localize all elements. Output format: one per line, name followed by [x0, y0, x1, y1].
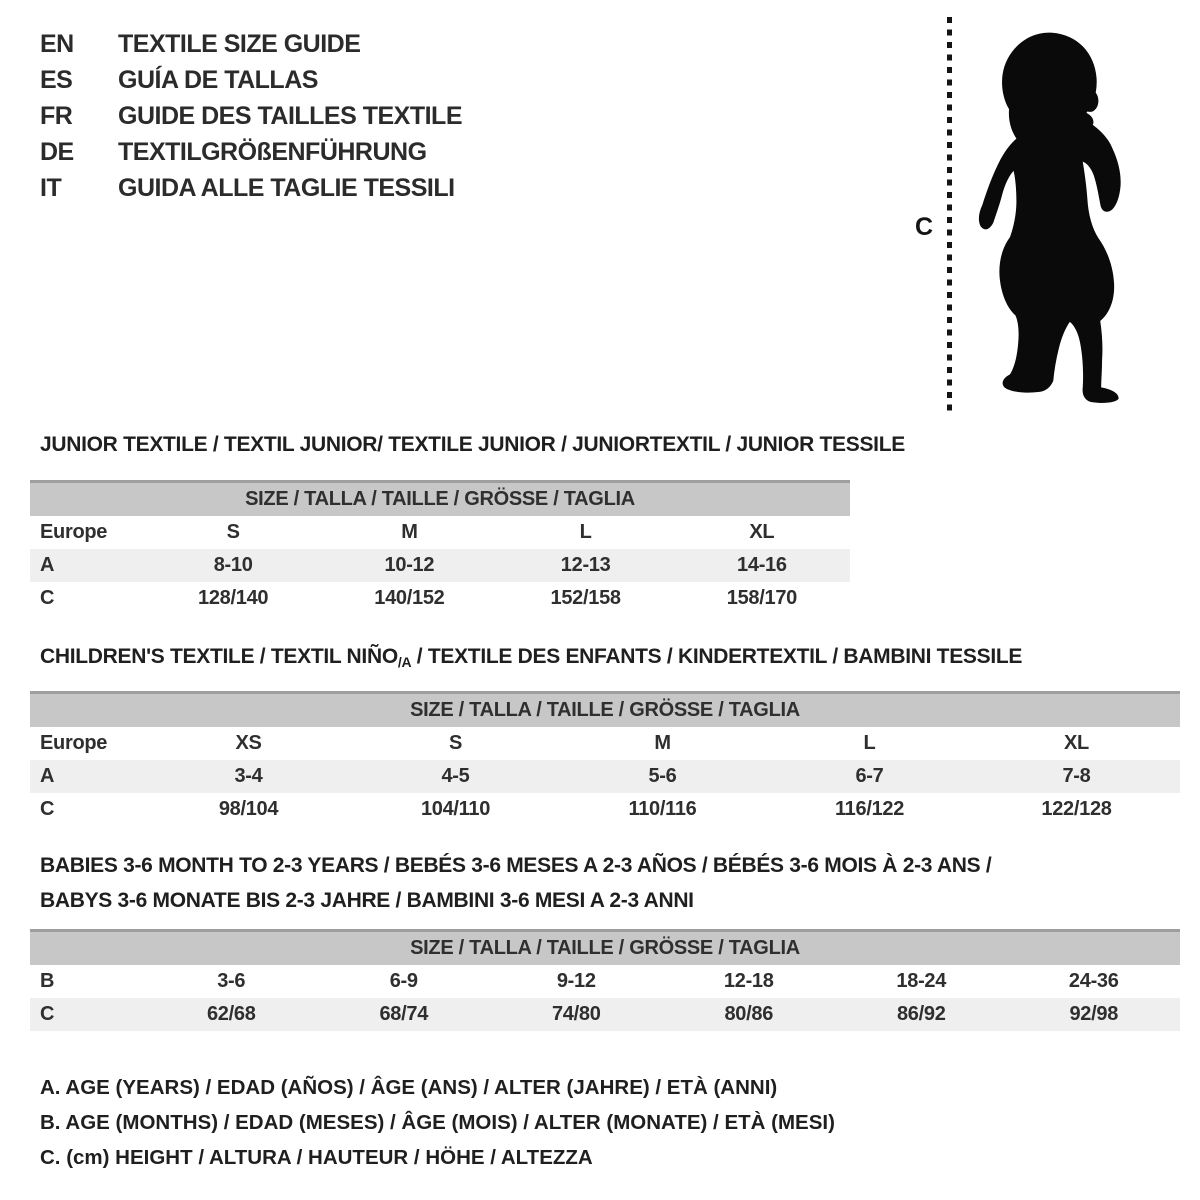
row-label: B	[40, 970, 55, 992]
age-cell: 10-12	[384, 554, 435, 576]
lang-row-fr	[40, 98, 462, 134]
children-height-row	[30, 793, 1180, 826]
junior-section-title: JUNIOR TEXTILE / TEXTIL JUNIOR/ TEXTILE JUNIOR / JUNIORTEXTIL / JUNIOR TESSILE	[40, 433, 905, 456]
size-cell: XL	[749, 521, 775, 543]
size-cell: XS	[235, 732, 262, 754]
lang-label-de: TEXTILGRÖßENFÜHRUNG	[118, 137, 427, 166]
age-cell: 7-8	[1062, 765, 1091, 787]
language-header-block	[40, 26, 462, 206]
row-label: Europe	[40, 732, 108, 754]
babies-title-line1: BABIES 3-6 MONTH TO 2-3 YEARS / BEBÉS 3-6 MESES A 2-3 AÑOS / BÉBÉS 3-6 MOIS À 2-3 ANS /	[40, 854, 992, 877]
babies-height-row	[30, 998, 1180, 1031]
height-cell: 110/116	[628, 798, 697, 820]
children-section-title	[40, 645, 1022, 670]
legend-age-years: A. AGE (YEARS) / EDAD (AÑOS) / ÂGE (ANS) / ALTER (JAHRE) / ETÀ (ANNI)	[40, 1076, 778, 1099]
months-cell: 18-24	[896, 970, 947, 992]
row-label: Europe	[40, 521, 108, 543]
toddler-silhouette-icon	[963, 15, 1138, 417]
junior-size-table	[30, 480, 850, 615]
size-cell: L	[863, 732, 876, 754]
age-cell: 3-4	[234, 765, 263, 787]
height-cell: 62/68	[206, 1003, 256, 1025]
lang-code-de: DE	[40, 137, 74, 166]
age-cell: 5-6	[648, 765, 677, 787]
height-measure-dashed-line	[947, 17, 952, 415]
height-cell: 122/128	[1041, 798, 1112, 820]
height-cell: 86/92	[896, 1003, 946, 1025]
children-europe-row	[30, 727, 1180, 760]
row-label: C	[40, 798, 55, 820]
size-cell: L	[579, 521, 592, 543]
lang-row-en	[40, 26, 462, 62]
size-header-bar: SIZE / TALLA / TAILLE / GRÖSSE / TAGLIA	[30, 931, 1180, 966]
height-cell: 92/98	[1069, 1003, 1119, 1025]
lang-row-de	[40, 134, 462, 170]
row-label: C	[40, 1003, 55, 1025]
height-cell: 74/80	[551, 1003, 601, 1025]
months-cell: 3-6	[217, 970, 246, 992]
age-cell: 4-5	[441, 765, 470, 787]
children-title-main: CHILDREN'S TEXTILE / TEXTIL NIÑO	[40, 645, 398, 668]
age-cell: 6-7	[855, 765, 884, 787]
lang-label-fr: GUIDE DES TAILLES TEXTILE	[118, 101, 463, 130]
lang-code-en: EN	[40, 29, 74, 58]
months-cell: 12-18	[723, 970, 774, 992]
row-label: C	[40, 587, 55, 609]
height-cell: 104/110	[420, 798, 491, 820]
age-cell: 8-10	[213, 554, 253, 576]
junior-europe-row	[30, 516, 850, 549]
children-size-table	[30, 691, 1180, 826]
size-cell: S	[226, 521, 240, 543]
lang-code-es: ES	[40, 65, 73, 94]
age-cell: 14-16	[737, 554, 787, 576]
months-cell: 24-36	[1068, 970, 1119, 992]
children-age-row	[30, 760, 1180, 793]
children-title-rest: / TEXTILE DES ENFANTS / KINDERTEXTIL / BAMBINI TESSILE	[411, 645, 1023, 668]
babies-size-header-row	[30, 931, 1180, 966]
lang-code-fr: FR	[40, 101, 73, 130]
legend-age-months: B. AGE (MONTHS) / EDAD (MESES) / ÂGE (MOIS) / ALTER (MONATE) / ETÀ (MESI)	[40, 1111, 835, 1134]
junior-height-row	[30, 582, 850, 615]
height-cell: 152/158	[550, 587, 621, 609]
junior-size-header-row	[30, 482, 850, 517]
babies-title-line2: BABYS 3-6 MONATE BIS 2-3 JAHRE / BAMBINI 3-6 MESI A 2-3 ANNI	[40, 889, 694, 912]
height-cell: 98/104	[218, 798, 279, 820]
lang-row-it	[40, 170, 462, 206]
height-cell: 128/140	[198, 587, 269, 609]
age-cell: 12-13	[560, 554, 611, 576]
row-label: A	[40, 765, 55, 787]
measurement-legend	[40, 1070, 835, 1175]
height-cell: 140/152	[374, 587, 445, 609]
size-cell: S	[448, 732, 463, 754]
months-cell: 9-12	[556, 970, 596, 992]
size-cell: XL	[1064, 732, 1089, 754]
lang-label-en: TEXTILE SIZE GUIDE	[118, 29, 361, 58]
size-header-bar: SIZE / TALLA / TAILLE / GRÖSSE / TAGLIA	[30, 693, 1180, 728]
babies-months-row	[30, 965, 1180, 998]
children-size-header-row	[30, 693, 1180, 728]
months-cell: 6-9	[389, 970, 418, 992]
legend-height-cm: C. (cm) HEIGHT / ALTURA / HAUTEUR / HÖHE / ALTEZZA	[40, 1146, 593, 1169]
height-cell: 80/86	[724, 1003, 774, 1025]
size-cell: M	[654, 732, 671, 754]
junior-age-row	[30, 549, 850, 582]
children-title-subscript: /A	[397, 654, 412, 670]
size-header-bar: SIZE / TALLA / TAILLE / GRÖSSE / TAGLIA	[30, 482, 850, 517]
lang-row-es	[40, 62, 462, 98]
lang-code-it: IT	[40, 173, 62, 202]
row-label: A	[40, 554, 55, 576]
height-cell: 68/74	[379, 1003, 429, 1025]
babies-size-table	[30, 929, 1180, 1031]
lang-label-es: GUÍA DE TALLAS	[118, 65, 318, 94]
size-cell: M	[401, 521, 418, 543]
height-measure-label: C	[915, 213, 934, 241]
babies-section-title	[40, 848, 991, 918]
height-cell: 158/170	[726, 587, 797, 609]
lang-label-it: GUIDA ALLE TAGLIE TESSILI	[118, 173, 455, 202]
height-cell: 116/122	[834, 798, 905, 820]
